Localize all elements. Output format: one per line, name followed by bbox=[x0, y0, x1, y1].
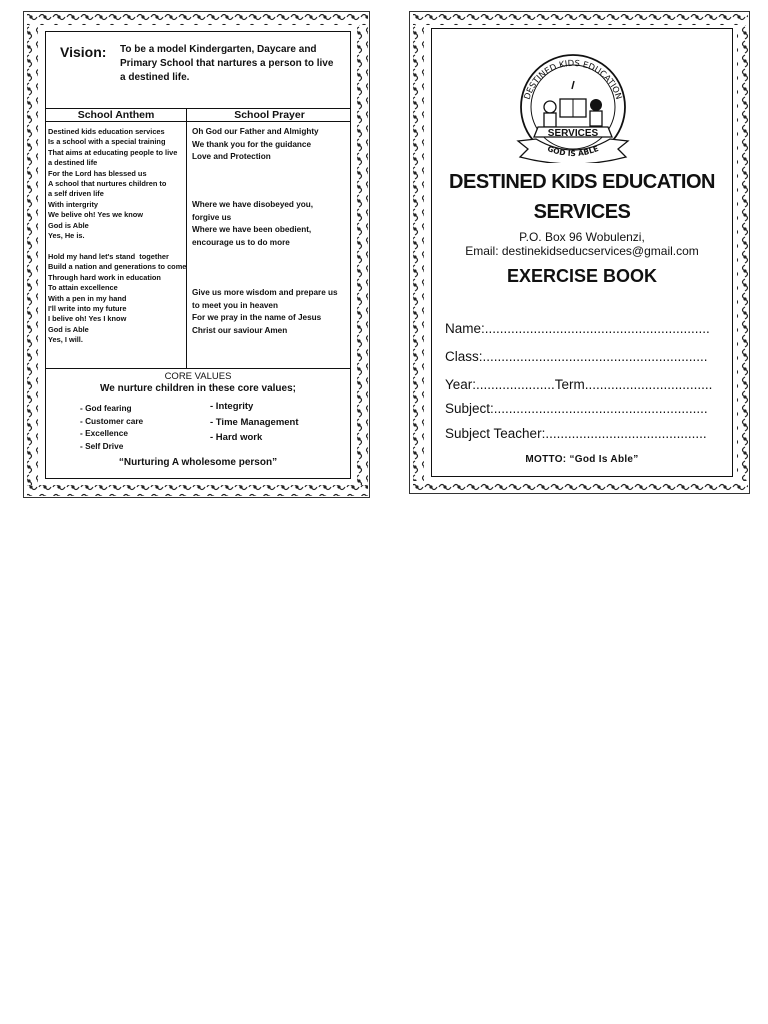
prayer-line: Give us more wisdom and prepare us bbox=[192, 288, 338, 297]
front-cover-frame bbox=[431, 28, 733, 477]
email: Email: destinekidseducservices@gmail.com bbox=[465, 244, 699, 258]
prayer-heading: School Prayer bbox=[234, 109, 305, 121]
vision-label: Vision: bbox=[60, 44, 107, 60]
core-value-item: - Time Management bbox=[210, 416, 299, 428]
prayer-line: encourage us to do more bbox=[192, 237, 290, 247]
anthem-verse-1: Destined kids education services Is a school with a special training That aims at educating people to live a destined life For the Lord has blessed us A school that nurtures children to a self driven life With intergrity We belive oh! Yes we know God is Able Yes, He is. bbox=[48, 127, 178, 241]
core-values-slogan: “Nurturing A wholesome person” bbox=[118, 457, 278, 468]
vision-text: To be a model Kindergarten, Daycare and Primary School that nartures a person to live a destined life. bbox=[120, 44, 334, 83]
class-field[interactable]: Class:............................................................ bbox=[445, 349, 708, 364]
prayer-line: forgive us bbox=[192, 212, 232, 222]
school-name-line-2: SERVICES bbox=[533, 201, 631, 223]
prayer-line: Where we have been obedient, bbox=[192, 225, 312, 234]
subject-field[interactable]: Subject:......................................................... bbox=[445, 401, 708, 416]
prayer-line: We thank you for the guidance bbox=[192, 139, 312, 149]
prayer-stanza-3 bbox=[192, 287, 338, 337]
prayer-line: to meet you in heaven bbox=[192, 300, 278, 310]
logo-ribbon-text: GOD IS ABLE bbox=[546, 144, 600, 159]
school-name-line-1: DESTINED KIDS EDUCATION bbox=[449, 171, 715, 193]
prayer-line: For we pray in the name of Jesus bbox=[192, 313, 322, 322]
logo-arc-text: DESTINED KIDS EDUCATION bbox=[522, 58, 624, 101]
address: P.O. Box 96 Wobulenzi, bbox=[519, 230, 645, 244]
school-logo-icon bbox=[510, 49, 636, 163]
prayer-stanza-1 bbox=[192, 126, 319, 164]
core-value-item: - Excellence bbox=[80, 428, 128, 438]
prayer-line: Christ our saviour Amen bbox=[192, 325, 288, 335]
logo-banner-text: SERVICES bbox=[547, 128, 599, 139]
core-values-title: CORE VALUES bbox=[164, 371, 232, 382]
year-term-field[interactable]: Year:.....................Term.................................. bbox=[445, 377, 713, 392]
front-cover-card bbox=[409, 11, 750, 494]
core-value-item: - Customer care bbox=[80, 415, 144, 426]
prayer-line: Where we have disobeyed you, bbox=[192, 200, 314, 209]
back-cover-card bbox=[23, 11, 370, 498]
core-value-item: - Self Drive bbox=[80, 440, 124, 451]
divider bbox=[46, 121, 350, 122]
motto: MOTTO: “God Is Able” bbox=[525, 454, 639, 465]
book-title: EXERCISE BOOK bbox=[506, 266, 658, 286]
core-values-left-list bbox=[80, 402, 143, 452]
subject-teacher-field[interactable]: Subject Teacher:........................................... bbox=[445, 426, 707, 441]
back-cover-frame bbox=[45, 31, 351, 479]
anthem-heading: School Anthem bbox=[77, 109, 155, 121]
core-value-item: - God fearing bbox=[80, 403, 132, 413]
name-field[interactable]: Name:............................................................ bbox=[445, 321, 710, 336]
core-value-item: - Hard work bbox=[210, 432, 263, 443]
prayer-line: Oh God our Father and Almighty bbox=[192, 127, 319, 136]
core-values-subtitle: We nurture children in these core values; bbox=[100, 383, 296, 394]
prayer-stanza-2 bbox=[192, 199, 313, 249]
core-value-item: - Integrity bbox=[210, 401, 254, 412]
divider bbox=[46, 368, 350, 369]
prayer-line: Love and Protection bbox=[192, 152, 271, 161]
core-values-right-list bbox=[210, 399, 299, 446]
anthem-verse-2: Hold my hand let's stand together Build a nation and generations to come Through hard work in education To attain excellence With a pen in my hand I'll write into my future I belive oh! Yes I know God is Able Yes, I will. bbox=[48, 252, 187, 345]
